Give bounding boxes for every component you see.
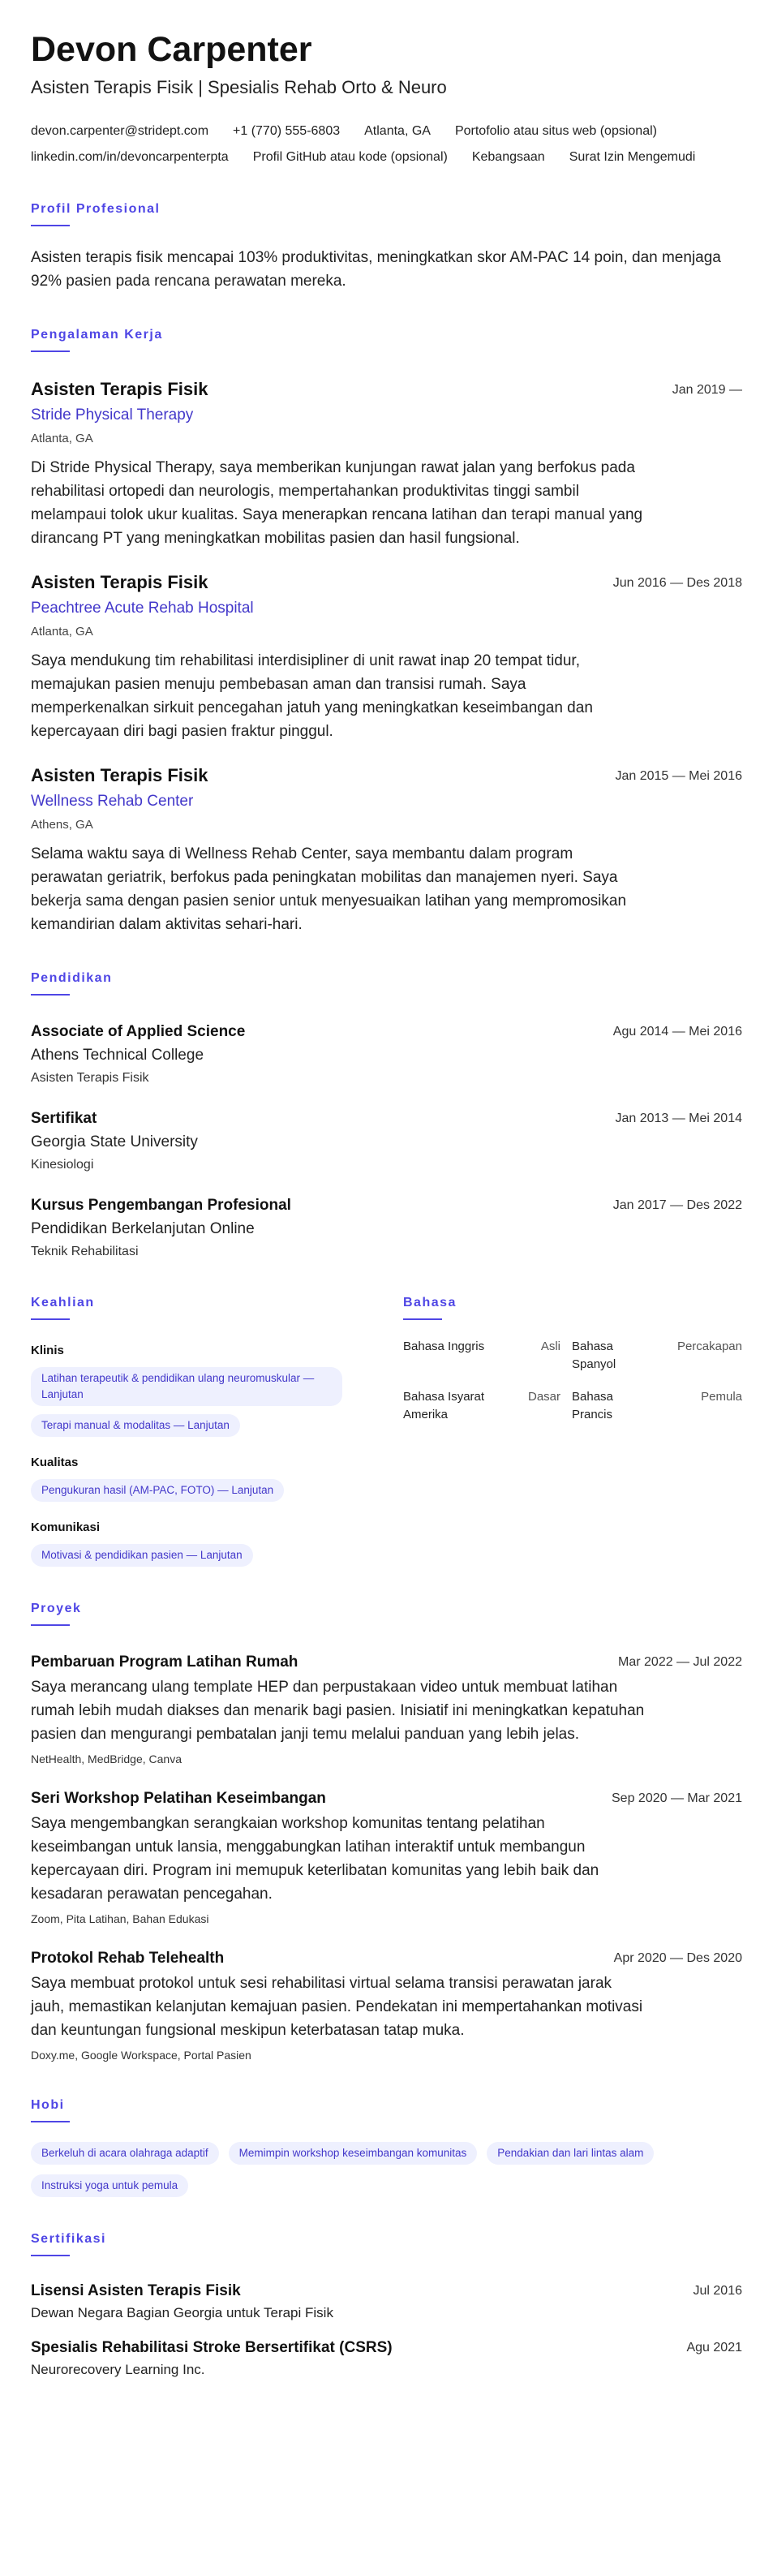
- project-tools: Zoom, Pita Latihan, Bahan Edukasi: [31, 1912, 209, 1925]
- school-name: Athens Technical College: [31, 1047, 204, 1064]
- section-title-skills: Keahlian: [31, 1296, 95, 1310]
- section-title-profile: Profil Profesional: [31, 202, 161, 216]
- degree-name: Sertifikat: [31, 1110, 97, 1127]
- section-title-education: Pendidikan: [31, 971, 113, 985]
- contact-portfolio[interactable]: Portofolio atau situs web (opsional): [454, 124, 657, 138]
- project-tools: Doxy.me, Google Workspace, Portal Pasien: [31, 2049, 251, 2062]
- hobby-tag: Instruksi yoga untuk pemula: [31, 2174, 188, 2197]
- skill-list: [31, 1367, 363, 1437]
- job-description: Di Stride Physical Therapy, saya memberikan kunjungan rawat jalan yang berfokus pada rehabilitasi ortopedi dan neurologis, mempertahankan produktivitas tinggi sambil melampaui tolok ukur kualitas. Saya menerapkan rencana latihan dan terapi manual yang dirancang PT yang meningkatkan mobilitas pasien dan hasil fungsional.: [31, 459, 643, 547]
- education-entry: [31, 1108, 742, 1174]
- education-entry: [31, 1021, 742, 1087]
- job-title: Asisten Terapis Fisik: [31, 379, 208, 399]
- certification-date: Jul 2016: [693, 2284, 742, 2298]
- skill-tag: Pengukuran hasil (AM-PAC, FOTO) — Lanjutan: [31, 1479, 284, 1502]
- contact-email[interactable]: devon.carpenter@stridept.com: [31, 124, 209, 138]
- section-divider: [31, 994, 70, 996]
- education-entry: [31, 1195, 742, 1261]
- language-list: [403, 1338, 742, 1424]
- project-dates: Apr 2020 — Des 2020: [613, 1951, 742, 1965]
- contact-linkedin[interactable]: linkedin.com/in/devoncarpenterpta: [31, 150, 229, 164]
- project-description: Saya membuat protokol untuk sesi rehabilitasi virtual selama transisi perawatan jarak jauh, memastikan kelanjutan kemajuan pasien. Pendekatan ini mempertahankan motivasi dan keuntungan fungsional meskipun keterbatasan tatap muka.: [31, 1975, 643, 2039]
- project-entry: [31, 1652, 742, 1767]
- experience-entry: [31, 378, 742, 550]
- section-divider: [31, 2255, 70, 2256]
- certification-issuer: Dewan Negara Bagian Georgia untuk Terapi Fisik: [31, 2305, 333, 2320]
- field-of-study: Teknik Rehabilitasi: [31, 1245, 139, 1258]
- section-divider: [31, 350, 70, 352]
- hobby-tag: Berkeluh di acara olahraga adaptif: [31, 2142, 219, 2165]
- job-location: Atlanta, GA: [31, 432, 93, 445]
- profile-summary: Asisten terapis fisik mencapai 103% produktivitas, meningkatkan skor AM-PAC 14 poin, dan menjaga 92% pasien pada rencana perawatan mereka.: [31, 249, 721, 290]
- certification-name: Spesialis Rehabilitasi Stroke Bersertifikat (CSRS): [31, 2339, 393, 2356]
- experience-entry: [31, 571, 742, 743]
- section-title-hobbies: Hobi: [31, 2098, 65, 2112]
- language-item: [572, 1338, 742, 1374]
- job-title: Asisten Terapis Fisik: [31, 572, 208, 592]
- contact-nationality: Kebangsaan: [471, 150, 545, 164]
- language-name: Bahasa Isyarat Amerika: [403, 1390, 485, 1421]
- certification-date: Agu 2021: [686, 2341, 742, 2355]
- job-title: Asisten Terapis Fisik: [31, 765, 208, 785]
- skill-group-title: Klinis: [31, 1344, 64, 1357]
- experience-entry: [31, 764, 742, 936]
- degree-name: Associate of Applied Science: [31, 1023, 246, 1040]
- experience-section: [31, 327, 742, 936]
- languages-section: [403, 1295, 742, 1567]
- skill-group: [31, 1520, 363, 1567]
- certifications-section: [31, 2231, 742, 2380]
- school-name: Georgia State University: [31, 1133, 198, 1150]
- job-dates: Jan 2019 —: [672, 383, 742, 397]
- language-level: Pemula: [701, 1390, 742, 1404]
- project-description: Saya mengembangkan serangkaian workshop komunitas tentang pelatihan keseimbangan untuk lansia, menggabungkan latihan interaktif untuk membangun kepercayaan diri. Program ini memupuk keterlibatan komunitas yang lebih baik dan kesadaran perawatan pencegahan.: [31, 1815, 599, 1903]
- certification-issuer: Neurorecovery Learning Inc.: [31, 2362, 205, 2377]
- contact-drivers-license: Surat Izin Mengemudi: [569, 150, 696, 164]
- employer-name: Stride Physical Therapy: [31, 406, 194, 424]
- employer-name: Wellness Rehab Center: [31, 793, 194, 810]
- language-item: [403, 1388, 572, 1424]
- skill-list: [31, 1544, 363, 1567]
- employer-name: Peachtree Acute Rehab Hospital: [31, 600, 254, 617]
- job-dates: Jun 2016 — Des 2018: [612, 576, 742, 590]
- project-entry: [31, 1788, 742, 1927]
- education-dates: Jan 2013 — Mei 2014: [615, 1112, 742, 1125]
- skills-languages-row: [31, 1295, 742, 1567]
- section-title-projects: Proyek: [31, 1602, 82, 1615]
- skill-group: [31, 1343, 363, 1437]
- hobby-tag: Memimpin workshop keseimbangan komunitas: [229, 2142, 478, 2165]
- skill-group-title: Kualitas: [31, 1456, 79, 1469]
- contact-location: Atlanta, GA: [364, 124, 431, 138]
- project-name: Protokol Rehab Telehealth: [31, 1950, 225, 1967]
- section-divider: [31, 1318, 70, 1320]
- certification-entry: [31, 2337, 742, 2380]
- field-of-study: Asisten Terapis Fisik: [31, 1071, 149, 1085]
- hobby-tag: Pendakian dan lari lintas alam: [487, 2142, 654, 2165]
- section-divider: [31, 1624, 70, 1626]
- job-description: Selama waktu saya di Wellness Rehab Center, saya membantu dalam program perawatan geriatrik, berfokus pada peningkatan mobilitas dan manajemen nyeri. Saya bekerja sama dengan pasien senior untuk menyesuaikan latihan yang mempromosikan kemandirian dalam aktivitas sehari-hari.: [31, 845, 627, 933]
- job-location: Athens, GA: [31, 818, 93, 832]
- project-name: Pembaruan Program Latihan Rumah: [31, 1654, 298, 1671]
- degree-name: Kursus Pengembangan Profesional: [31, 1197, 291, 1214]
- contact-github[interactable]: Profil GitHub atau kode (opsional): [252, 150, 448, 164]
- contact-list: [31, 122, 696, 167]
- certification-entry: [31, 2281, 742, 2323]
- section-title-languages: Bahasa: [403, 1296, 457, 1310]
- skill-tag: Latihan terapeutik & pendidikan ulang neuromuskular — Lanjutan: [31, 1367, 342, 1406]
- skill-list: [31, 1479, 363, 1502]
- skill-group-title: Komunikasi: [31, 1520, 101, 1534]
- hobbies-section: [31, 2097, 742, 2197]
- section-divider: [31, 2121, 70, 2122]
- project-entry: [31, 1948, 742, 2063]
- skill-tag: Terapi manual & modalitas — Lanjutan: [31, 1414, 240, 1437]
- language-level: Asli: [540, 1340, 560, 1353]
- candidate-headline: Asisten Terapis Fisik | Spesialis Rehab Orto & Neuro: [31, 77, 447, 97]
- project-name: Seri Workshop Pelatihan Keseimbangan: [31, 1790, 326, 1807]
- project-dates: Sep 2020 — Mar 2021: [612, 1791, 742, 1805]
- section-title-experience: Pengalaman Kerja: [31, 328, 163, 342]
- skill-group: [31, 1455, 363, 1502]
- job-dates: Jan 2015 — Mei 2016: [615, 769, 742, 783]
- language-name: Bahasa Spanyol: [572, 1340, 616, 1371]
- project-tools: NetHealth, MedBridge, Canva: [31, 1752, 182, 1765]
- skills-section: [31, 1295, 363, 1567]
- language-item: [403, 1338, 572, 1374]
- language-level: Percakapan: [676, 1340, 742, 1353]
- language-level: Dasar: [527, 1390, 560, 1404]
- skill-tag: Motivasi & pendidikan pasien — Lanjutan: [31, 1544, 253, 1567]
- project-description: Saya merancang ulang template HEP dan perpustakaan video untuk membuat latihan rumah lebih mudah diakses dan menarik bagi pasien. Inisiatif ini meningkatkan kepatuhan pasien dan mengurangi pembatalan janji temu melalui panduan yang lebih jelas.: [31, 1679, 645, 1743]
- education-section: [31, 970, 742, 1261]
- profile-section: [31, 201, 742, 293]
- contact-phone[interactable]: +1 (770) 555-6803: [233, 124, 341, 138]
- field-of-study: Kinesiologi: [31, 1158, 94, 1172]
- education-dates: Agu 2014 — Mei 2016: [612, 1025, 742, 1039]
- job-description: Saya mendukung tim rehabilitasi interdisipliner di unit rawat inap 20 tempat tidur, memajukan pasien menuju pembebasan aman dan transisi rumah. Saya memperkenalkan sirkuit pencegahan jatuh yang meningkatkan keseimbangan dan kepercayaan diri bagi pasien fraktur pinggul.: [31, 652, 593, 740]
- job-location: Atlanta, GA: [31, 625, 93, 639]
- projects-section: [31, 1601, 742, 2063]
- hobby-list: [31, 2142, 745, 2197]
- candidate-name: Devon Carpenter: [31, 30, 312, 69]
- language-item: [572, 1388, 742, 1424]
- section-title-certifications: Sertifikasi: [31, 2232, 106, 2246]
- school-name: Pendidikan Berkelanjutan Online: [31, 1220, 255, 1237]
- certification-name: Lisensi Asisten Terapis Fisik: [31, 2282, 241, 2299]
- language-name: Bahasa Prancis: [572, 1390, 613, 1421]
- section-divider: [31, 225, 70, 226]
- education-dates: Jan 2017 — Des 2022: [612, 1198, 742, 1212]
- section-divider: [403, 1318, 442, 1320]
- project-dates: Mar 2022 — Jul 2022: [618, 1655, 742, 1669]
- language-name: Bahasa Inggris: [403, 1340, 485, 1353]
